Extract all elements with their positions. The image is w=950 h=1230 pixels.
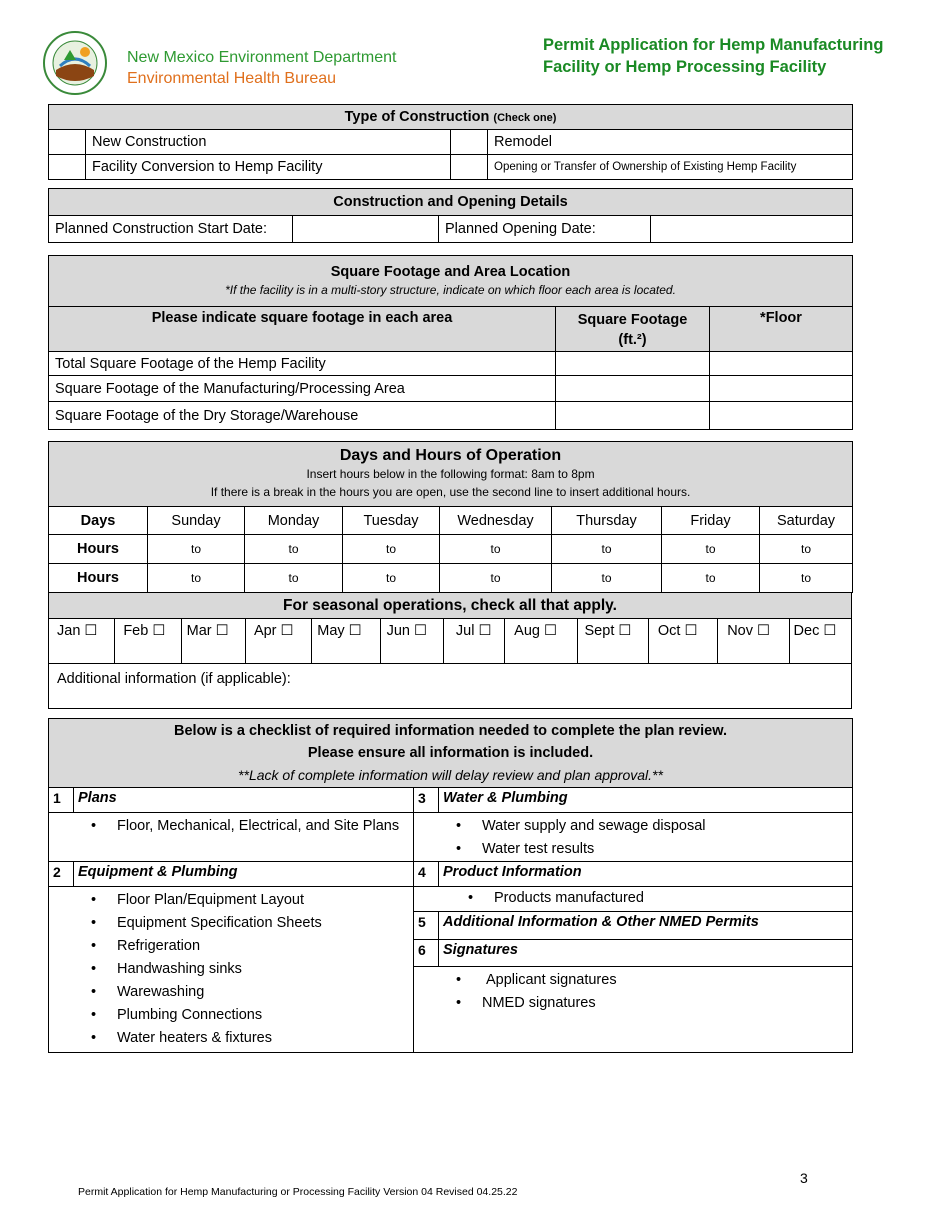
- opening-date-input[interactable]: [651, 216, 853, 243]
- month-aug-checkbox[interactable]: Aug ☐: [505, 619, 577, 664]
- square-footage-table: [48, 255, 853, 430]
- page-number: 3: [800, 1170, 808, 1186]
- list-item: • Water heaters & fixtures: [117, 1027, 413, 1050]
- day-friday: Friday: [662, 507, 760, 535]
- department-name: New Mexico Environment Department: [127, 49, 397, 66]
- day-sunday: Sunday: [148, 507, 245, 535]
- document-title: Permit Application for Hemp Manufacturing Facility or Hemp Processing Facility: [543, 36, 884, 76]
- day-wednesday: Wednesday: [440, 507, 552, 535]
- month-jun-checkbox[interactable]: Jun ☐: [380, 619, 443, 664]
- month-jul-checkbox[interactable]: Jul ☐: [443, 619, 504, 664]
- footer-text: Permit Application for Hemp Manufacturing or Processing Facility Version 04 Revised 04.25.22: [78, 1186, 518, 1198]
- floor-storage-input[interactable]: [710, 402, 853, 430]
- list-item: • Products manufactured: [494, 887, 852, 910]
- hours-input-monday[interactable]: to: [245, 535, 343, 564]
- water-items: [414, 813, 853, 862]
- list-item: • Equipment Specification Sheets: [117, 912, 413, 935]
- product-items: [414, 887, 853, 912]
- hours-label-1: Hours: [49, 535, 148, 564]
- hours2-input-saturday[interactable]: to: [760, 564, 853, 593]
- section-equipment-title: Equipment & Plumbing: [74, 862, 414, 887]
- plans-items: [49, 813, 414, 862]
- sqft-row-label: Square Footage of the Manufacturing/Processing Area: [49, 376, 556, 402]
- hours2-input-tuesday[interactable]: to: [343, 564, 440, 593]
- hours-label-2: Hours: [49, 564, 148, 593]
- hours-note-break: If there is a break in the hours you are open, use the second line to insert additional hours.: [210, 485, 691, 499]
- hours-input-friday[interactable]: to: [662, 535, 760, 564]
- month-feb-checkbox[interactable]: Feb ☐: [115, 619, 181, 664]
- seasonal-heading: For seasonal operations, check all that apply.: [49, 593, 852, 619]
- floor-total-input[interactable]: [710, 352, 853, 376]
- hours-input-thursday[interactable]: to: [552, 535, 662, 564]
- sqft-storage-input[interactable]: [556, 402, 710, 430]
- list-item: • NMED signatures: [482, 992, 852, 1015]
- checklist-heading: Below is a checklist of required information needed to complete the plan review. Please ensure all information is included. **Lack of complete information will delay review and plan approval.**: [49, 719, 853, 788]
- sqft-total-input[interactable]: [556, 352, 710, 376]
- month-nov-checkbox[interactable]: Nov ☐: [718, 619, 789, 664]
- hours-note-format: Insert hours below in the following format: 8am to 8pm: [306, 467, 595, 481]
- sqft-row-label: Total Square Footage of the Hemp Facility: [49, 352, 556, 376]
- nmed-logo: [42, 30, 108, 96]
- checklist-warning: **Lack of complete information will delay review and plan approval.**: [238, 767, 663, 783]
- section-number: 5: [414, 912, 439, 940]
- bureau-name: Environmental Health Bureau: [127, 70, 337, 87]
- construction-type-table: [48, 104, 853, 180]
- section-water-title: Water & Plumbing: [439, 788, 853, 813]
- list-item: • Warewashing: [117, 981, 413, 1004]
- floor-manufacturing-input[interactable]: [710, 376, 853, 402]
- sqft-heading: Square Footage and Area Location *If the facility is in a multi-story structure, indicate on which floor each area is located.: [49, 256, 853, 307]
- sqft-manufacturing-input[interactable]: [556, 376, 710, 402]
- section-plans-title: Plans: [74, 788, 414, 813]
- sqft-col-footage: Square Footage (ft.²): [556, 307, 710, 352]
- hours2-input-friday[interactable]: to: [662, 564, 760, 593]
- start-date-label: Planned Construction Start Date:: [49, 216, 293, 243]
- sqft-row-label: Square Footage of the Dry Storage/Warehouse: [49, 402, 556, 430]
- list-item: • Water test results: [482, 838, 852, 861]
- conversion-label: Facility Conversion to Hemp Facility: [86, 155, 451, 180]
- section-number: 3: [414, 788, 439, 813]
- start-date-input[interactable]: [293, 216, 439, 243]
- list-item: • Plumbing Connections: [117, 1004, 413, 1027]
- construction-type-heading: Type of Construction (Check one): [49, 105, 853, 130]
- transfer-label: Opening or Transfer of Ownership of Existing Hemp Facility: [488, 155, 853, 180]
- list-item: • Floor Plan/Equipment Layout: [117, 889, 413, 912]
- month-may-checkbox[interactable]: May ☐: [312, 619, 380, 664]
- month-sept-checkbox[interactable]: Sept ☐: [577, 619, 648, 664]
- section-number: 2: [49, 862, 74, 887]
- hours2-input-sunday[interactable]: to: [148, 564, 245, 593]
- list-item: • Handwashing sinks: [117, 958, 413, 981]
- month-dec-checkbox[interactable]: Dec ☐: [789, 619, 851, 664]
- day-tuesday: Tuesday: [343, 507, 440, 535]
- equipment-items: [49, 887, 414, 1053]
- additional-info-field[interactable]: Additional information (if applicable):: [49, 664, 852, 709]
- hours-input-sunday[interactable]: to: [148, 535, 245, 564]
- details-table: [48, 188, 853, 243]
- opening-date-label: Planned Opening Date:: [439, 216, 651, 243]
- month-oct-checkbox[interactable]: Oct ☐: [648, 619, 717, 664]
- section-product-title: Product Information: [439, 862, 853, 887]
- day-saturday: Saturday: [760, 507, 853, 535]
- hours-input-saturday[interactable]: to: [760, 535, 853, 564]
- remodel-label: Remodel: [488, 130, 853, 155]
- section-signatures-title: Signatures: [439, 940, 853, 967]
- hours-input-tuesday[interactable]: to: [343, 535, 440, 564]
- day-thursday: Thursday: [552, 507, 662, 535]
- hours2-input-wednesday[interactable]: to: [440, 564, 552, 593]
- section-number: 1: [49, 788, 74, 813]
- sqft-note: *If the facility is in a multi-story structure, indicate on which floor each area is located.: [225, 283, 676, 297]
- list-item: • Floor, Mechanical, Electrical, and Site Plans: [117, 815, 413, 838]
- sqft-col-area: Please indicate square footage in each area: [49, 307, 556, 352]
- nmed-logo-icon: [42, 30, 108, 96]
- remodel-checkbox[interactable]: [451, 130, 488, 155]
- hours-table: [48, 441, 853, 593]
- transfer-checkbox[interactable]: [451, 155, 488, 180]
- section-number: 4: [414, 862, 439, 887]
- hours-input-wednesday[interactable]: to: [440, 535, 552, 564]
- sqft-col-floor: *Floor: [710, 307, 853, 352]
- hours-heading: Days and Hours of Operation Insert hours below in the following format: 8am to 8pm If there is a break in the hours you are open, use the second line to insert additional hours.: [49, 442, 853, 507]
- month-apr-checkbox[interactable]: Apr ☐: [245, 619, 311, 664]
- section-number: 6: [414, 940, 439, 967]
- checklist-table: [48, 718, 853, 1053]
- hours2-input-monday[interactable]: to: [245, 564, 343, 593]
- section-additional-title: Additional Information & Other NMED Permits: [439, 912, 853, 940]
- hours2-input-thursday[interactable]: to: [552, 564, 662, 593]
- seasonal-table: [48, 592, 852, 709]
- list-item: • Refrigeration: [117, 935, 413, 958]
- new-construction-label: New Construction: [86, 130, 451, 155]
- new-construction-checkbox[interactable]: [49, 130, 86, 155]
- day-monday: Monday: [245, 507, 343, 535]
- days-label: Days: [49, 507, 148, 535]
- list-item: • Applicant signatures: [482, 969, 852, 992]
- list-item: • Water supply and sewage disposal: [482, 815, 852, 838]
- details-heading: Construction and Opening Details: [49, 189, 853, 216]
- signatures-items: [414, 967, 853, 1053]
- month-jan-checkbox[interactable]: Jan ☐: [49, 619, 115, 664]
- month-mar-checkbox[interactable]: Mar ☐: [181, 619, 245, 664]
- conversion-checkbox[interactable]: [49, 155, 86, 180]
